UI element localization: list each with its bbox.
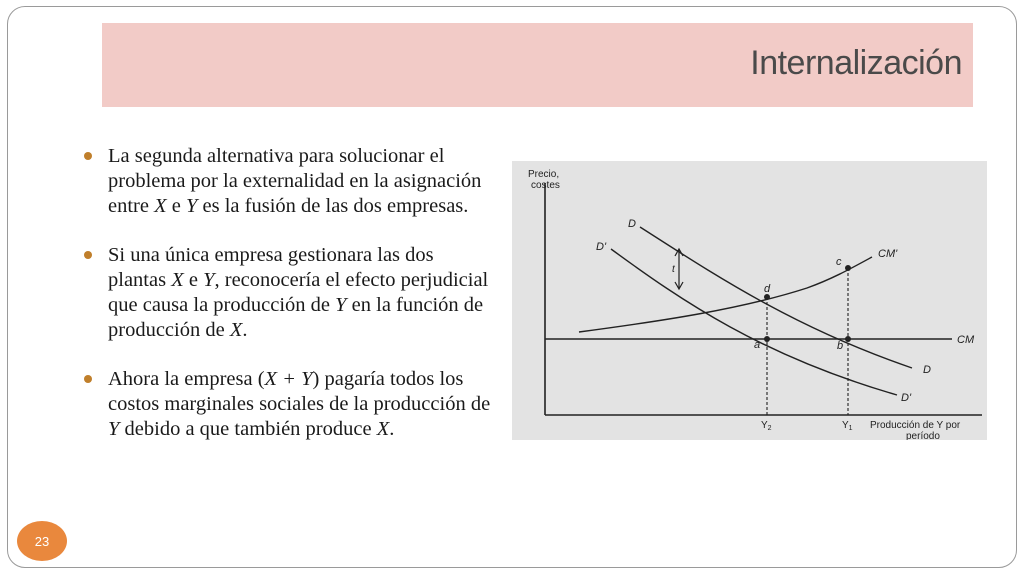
bullet-text: ) pagaría todos los costos marginales sociales de la producción de: [108, 368, 491, 415]
bullet-text: e: [183, 269, 204, 291]
cm-label: CM: [957, 334, 975, 346]
y-axis-label-line1: Precio,: [528, 169, 560, 180]
var-x: X: [171, 269, 184, 291]
bullet-text: .: [242, 319, 248, 341]
var-y: Y: [186, 195, 198, 217]
cm-prime-curve: [579, 257, 872, 332]
t-label: t: [672, 264, 675, 275]
d-prime-label-top: D': [596, 241, 607, 253]
y-axis-label-line2: costes: [531, 180, 560, 191]
point-b-label: b: [837, 340, 844, 352]
d-label-top: D: [628, 218, 636, 230]
x-axis-label-line2: período: [906, 431, 940, 440]
bullet-dot: [84, 375, 92, 383]
var-x: X: [376, 418, 390, 440]
bullet-text: , reconocería el efecto perjudicial que causa la producción de: [108, 269, 489, 316]
bullet-item: [84, 144, 494, 219]
bullet-dot: [84, 251, 92, 259]
bullet-item: [84, 367, 494, 442]
externality-diagram: [512, 161, 987, 440]
bullet-text: Ahora la empresa (: [108, 368, 265, 390]
bullet-text: .: [389, 418, 395, 440]
point-c: [845, 265, 851, 271]
point-c-label: c: [836, 256, 842, 268]
bullet-text: debido a que también produce: [119, 418, 377, 440]
var-y: Y: [203, 269, 215, 291]
bullet-text: La segunda alternativa para solucionar el problema por la externalidad en la asignación entre: [108, 145, 482, 217]
var-x: X: [229, 319, 243, 341]
var-y: Y: [335, 294, 347, 316]
bullet-text: en la función de producción de: [108, 294, 484, 341]
slide-title: Internalización: [750, 44, 962, 82]
cm-prime-label: CM': [878, 248, 898, 260]
point-b: [845, 336, 851, 342]
d-prime-label-end: D': [901, 392, 912, 404]
x-axis-label-line1: Producción de Y por: [870, 420, 961, 431]
point-d-label: d: [764, 283, 771, 295]
y2-tick: $Y_2$: [761, 420, 772, 432]
bullet-text: Si una única empresa gestionara las dos plantas: [108, 244, 434, 291]
var-x: X: [154, 195, 167, 217]
bullet-list: [84, 144, 494, 466]
bullet-item: [84, 243, 494, 343]
y1-tick: $Y_1$: [842, 420, 853, 432]
point-a: [764, 336, 770, 342]
d-label-end: D: [923, 364, 931, 376]
bullet-dot: [84, 152, 92, 160]
page-number-badge: 23: [17, 521, 67, 561]
point-a-label: a: [754, 339, 761, 351]
var-y: Y: [108, 418, 120, 440]
bullet-text: e: [166, 195, 186, 217]
var-xy: X + Y: [264, 368, 313, 390]
bullet-text: es la fusión de las dos empresas.: [197, 195, 469, 217]
diagram-svg: [512, 161, 987, 440]
